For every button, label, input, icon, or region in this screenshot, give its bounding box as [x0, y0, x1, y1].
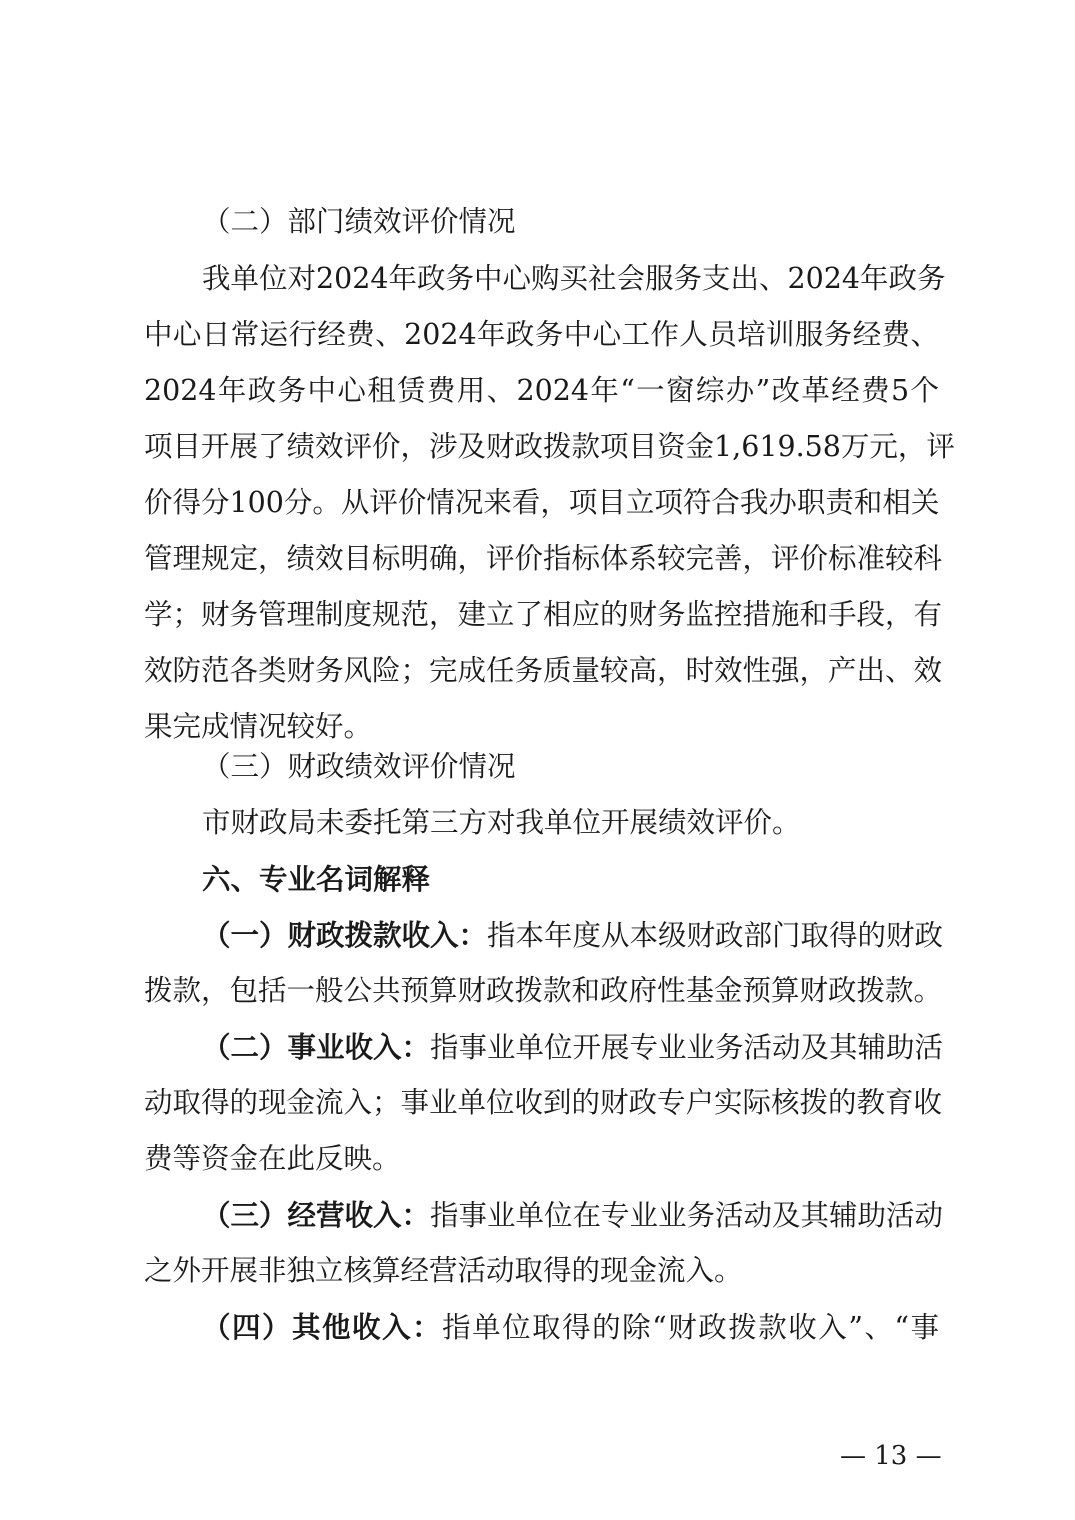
- paragraph-line: 管理规定，绩效目标明确，评价指标体系较完善，评价标准较科: [144, 542, 943, 575]
- glossary-term: （一）财政拨款收入：: [202, 918, 488, 952]
- paragraph-line: 项目开展了绩效评价，涉及财政拨款项目资金1,619.58万元，评: [144, 430, 955, 463]
- paragraph-line: 果完成情况较好。: [144, 710, 373, 743]
- glossary-term: （四）其他收入：: [202, 1310, 443, 1344]
- glossary-definition: 指事业单位在专业业务活动及其辅助活动: [430, 1199, 944, 1232]
- glossary-term: （二）事业收入：: [202, 1030, 431, 1064]
- paragraph-line: 学；财务管理制度规范，建立了相应的财务监控措施和手段，有: [144, 598, 943, 631]
- section-heading-finance-evaluation: （三）财政绩效评价情况: [202, 750, 516, 783]
- glossary-term-line: [202, 907, 944, 963]
- glossary-term-line: [202, 1019, 944, 1075]
- paragraph-line: 市财政局未委托第三方对我单位开展绩效评价。: [202, 806, 801, 839]
- paragraph-line: 之外开展非独立核算经营活动取得的现金流入。: [144, 1254, 743, 1287]
- glossary-term-line: [202, 1299, 939, 1355]
- glossary-definition: 指单位取得的除“财政拨款收入”、“事: [442, 1311, 939, 1344]
- paragraph-line: 效防范各类财务风险；完成任务质量较高，时效性强，产出、效: [144, 654, 943, 687]
- paragraph-line: 价得分100分。从评价情况来看，项目立项符合我办职责和相关: [144, 486, 940, 519]
- paragraph-line: 动取得的现金流入；事业单位收到的财政专户实际核拨的教育收: [144, 1086, 943, 1119]
- chapter-heading-glossary: 六、专业名词解释: [202, 862, 431, 896]
- section-heading-department-evaluation: （二）部门绩效评价情况: [202, 205, 516, 238]
- glossary-definition: 指本年度从本级财政部门取得的财政: [487, 919, 944, 952]
- glossary-term: （三）经营收入：: [202, 1198, 431, 1232]
- paragraph-line: 我单位对2024年政务中心购买社会服务支出、2024年政务: [202, 262, 946, 295]
- paragraph-line: 拨款，包括一般公共预算财政拨款和政府性基金预算财政拨款。: [144, 974, 943, 1007]
- paragraph-line: 中心日常运行经费、2024年政务中心工作人员培训服务经费、: [144, 318, 939, 351]
- paragraph-line: 费等资金在此反映。: [144, 1142, 401, 1175]
- glossary-definition: 指事业单位开展专业业务活动及其辅助活: [430, 1031, 944, 1064]
- paragraph-line: 2024年政务中心租赁费用、2024年“一窗综办”改革经费5个: [144, 374, 939, 407]
- page-number: — 13 —: [840, 1441, 942, 1471]
- glossary-term-line: [202, 1187, 944, 1243]
